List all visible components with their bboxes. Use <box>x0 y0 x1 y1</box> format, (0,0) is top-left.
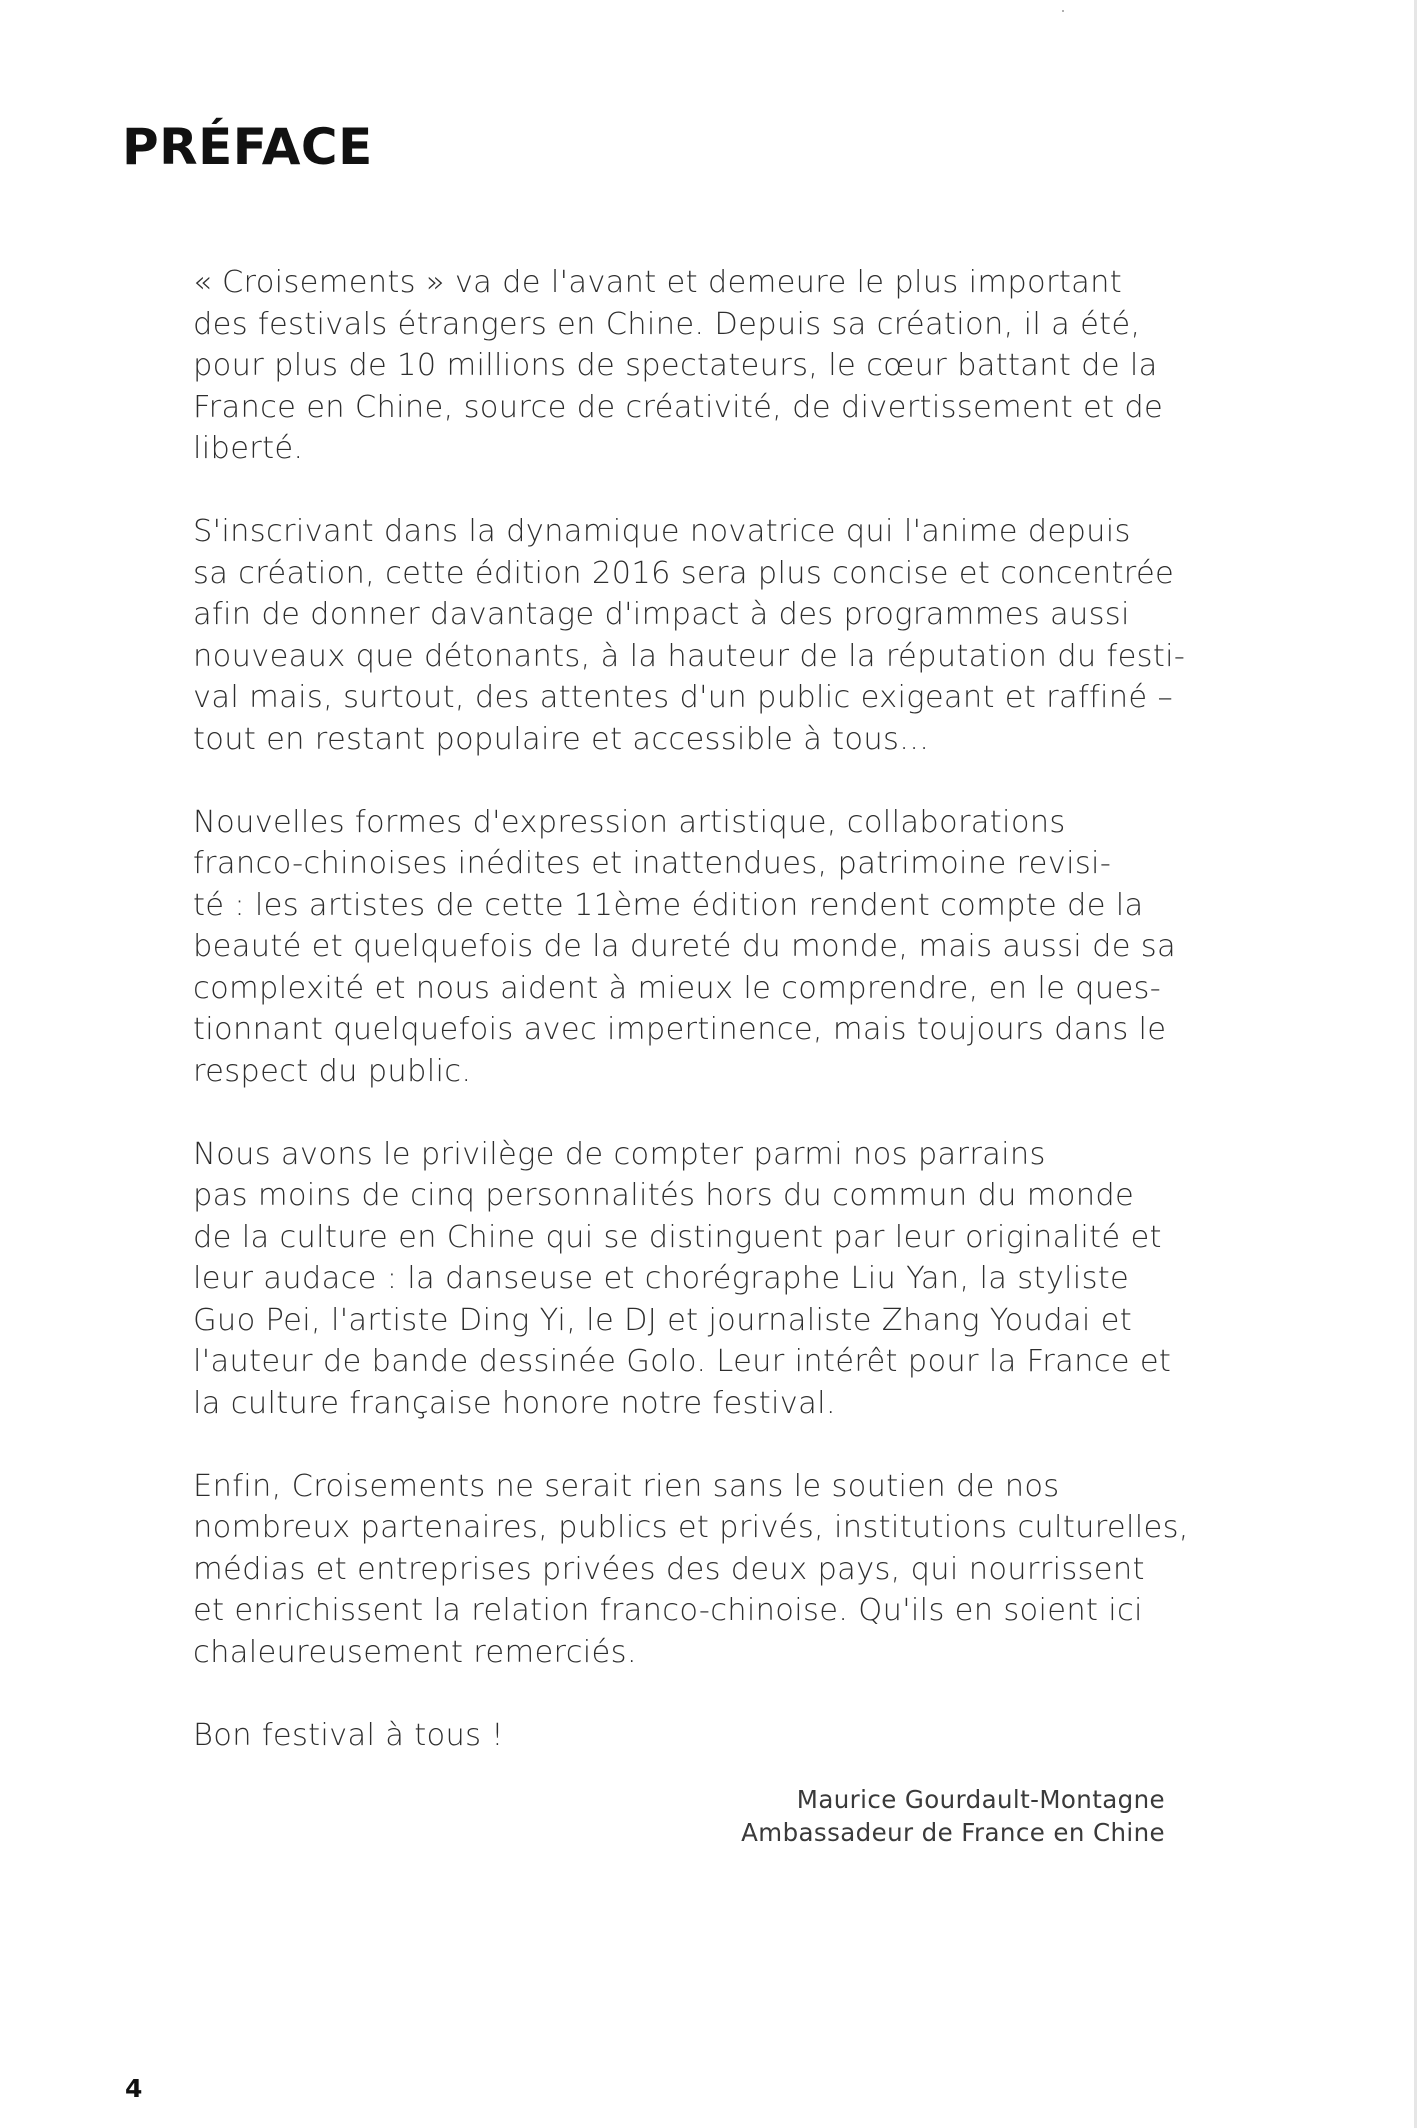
text-line: franco-chinoises inédites et inattendues, patrimoine revisi- <box>193 846 1112 881</box>
closing-line: Bon festival à tous ! <box>193 1717 504 1753</box>
signature-role: Ambassadeur de France en Chine <box>741 1818 1165 1847</box>
signature-name: Maurice Gourdault-Montagne <box>796 1785 1165 1814</box>
paragraph-5 <box>120 1466 1189 1674</box>
text-line: « Croisements » va de l'avant et demeure le plus important <box>193 265 1122 300</box>
text-line: respect du public. <box>193 1053 472 1089</box>
text-line: pour plus de 10 millions de spectateurs, le cœur battant de la <box>193 348 1158 383</box>
paragraph-2 <box>120 511 1186 760</box>
text-line: sa création, cette édition 2016 sera plus concise et concentrée <box>193 555 1175 591</box>
page-number: 4 <box>125 2074 143 2103</box>
preface-body <box>120 262 1189 1798</box>
text-line: liberté. <box>193 431 304 466</box>
text-line: et enrichissent la relation franco-chinoise. Qu'ils en soient ici <box>193 1593 1143 1628</box>
text-line: beauté et quelquefois de la dureté du monde, mais aussi de sa <box>193 929 1176 964</box>
text-line: nouveaux que détonants, à la hauteur de la réputation du festi- <box>193 638 1186 674</box>
text-line: pas moins de cinq personnalités hors du commun du monde <box>193 1178 1135 1213</box>
text-line: té : les artistes de cette 11ème édition rendent compte de la <box>193 887 1144 923</box>
signature-block <box>741 1783 1165 1849</box>
paragraph-1 <box>120 262 1180 470</box>
text-line: leur audace : la danseuse et chorégraphe Liu Yan, la styliste <box>193 1261 1130 1296</box>
text-line: nombreux partenaires, publics et privés, institutions culturelles, <box>193 1510 1189 1545</box>
text-line: tout en restant populaire et accessible à tous... <box>193 721 930 757</box>
scan-mark <box>1062 10 1064 12</box>
text-line: des festivals étrangers en Chine. Depuis sa création, il a été, <box>193 306 1141 342</box>
text-line: afin de donner davantage d'impact à des programmes aussi <box>193 597 1130 632</box>
page-title: PRÉFACE <box>122 118 373 176</box>
text-line: Enfin, Croisements ne serait rien sans le soutien de nos <box>193 1468 1060 1504</box>
text-line: la culture française honore notre festival. <box>193 1385 836 1421</box>
text-line: Guo Pei, l'artiste Ding Yi, le DJ et journaliste Zhang Youdai et <box>193 1302 1133 1338</box>
text-line: l'auteur de bande dessinée Golo. Leur intérêt pour la France et <box>193 1344 1172 1379</box>
text-line: val mais, surtout, des attentes d'un public exigeant et raffiné – <box>193 680 1174 715</box>
text-line: Nous avons le privilège de compter parmi nos parrains <box>193 1136 1046 1172</box>
text-line: chaleureusement remerciés. <box>193 1634 637 1670</box>
paragraph-3 <box>120 802 1180 1093</box>
text-line: France en Chine, source de créativité, de divertissement et de <box>193 389 1164 425</box>
text-line: Nouvelles formes d'expression artistique, collaborations <box>193 804 1066 840</box>
text-line: médias et entreprises privées des deux pays, qui nourrissent <box>193 1551 1145 1587</box>
text-line: de la culture en Chine qui se distinguent par leur originalité et <box>193 1219 1162 1255</box>
text-line: S'inscrivant dans la dynamique novatrice qui l'anime depuis <box>193 514 1131 549</box>
text-line: complexité et nous aident à mieux le comprendre, en le ques- <box>193 970 1162 1006</box>
text-line: tionnant quelquefois avec impertinence, mais toujours dans le <box>193 1012 1167 1047</box>
paragraph-4 <box>120 1134 1180 1425</box>
